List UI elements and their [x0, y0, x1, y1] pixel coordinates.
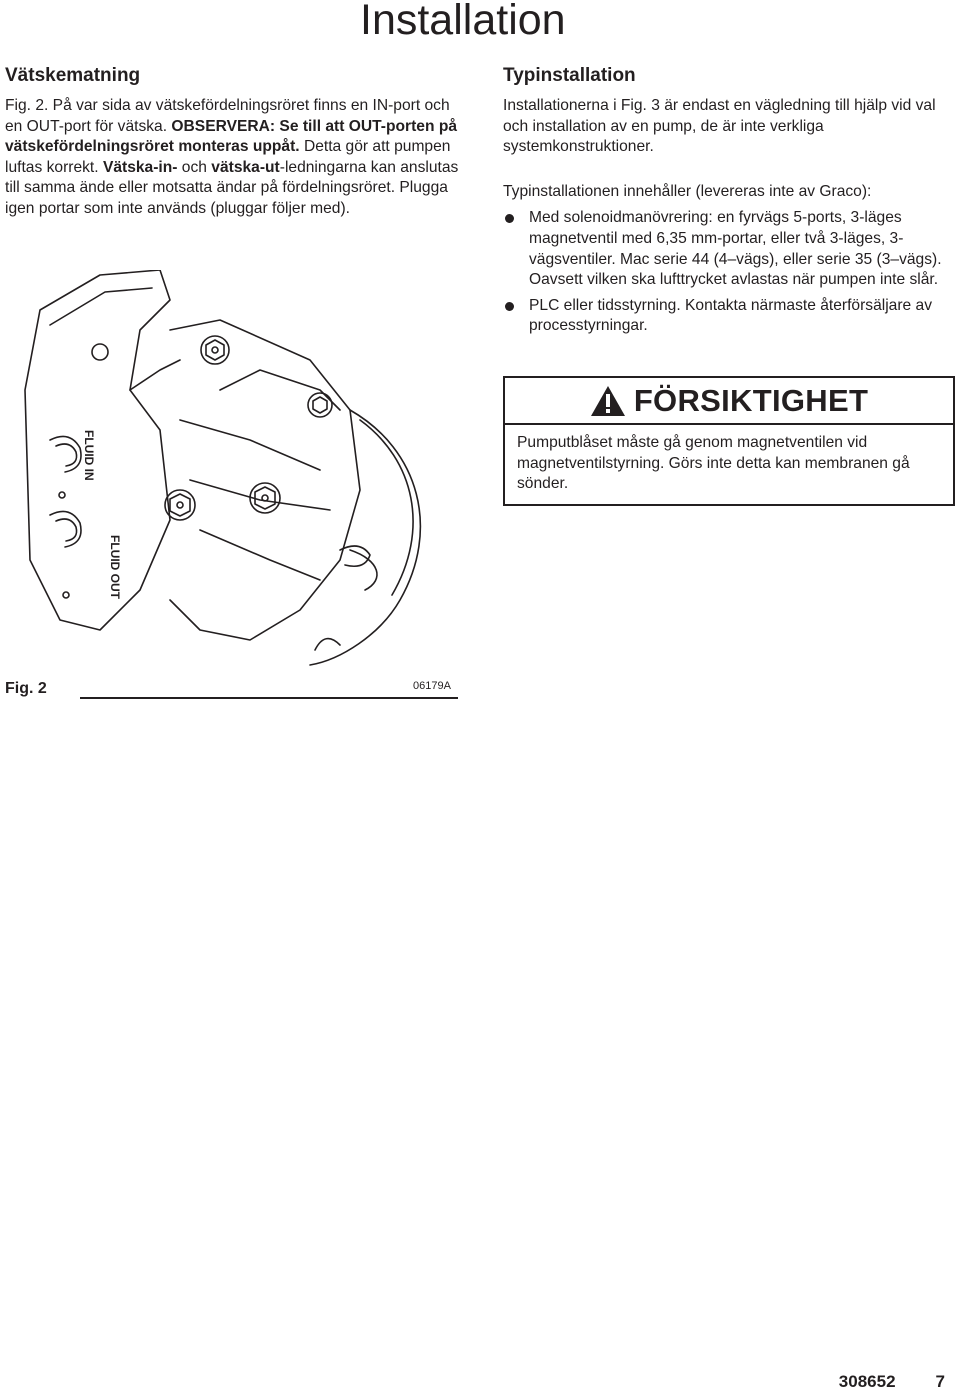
page-footer	[799, 1372, 945, 1392]
right-column	[503, 63, 945, 342]
text-run: -ledningarna kan anslutas till samma ände eller motsatta ändar på fördelningsröret. Plugga igen portar som inte används (pluggar följer med).	[5, 158, 459, 217]
list-item-text: PLC eller tidsstyrning. Kontakta närmaste återförsäljare av processtyrningar.	[529, 296, 933, 335]
bullet-icon	[505, 302, 514, 311]
page-number: 7	[935, 1372, 945, 1391]
list-item	[503, 296, 945, 337]
bolt-icon	[201, 336, 229, 364]
caution-title: FÖRSIKTIGHET	[633, 382, 869, 418]
warning-triangle-icon	[590, 385, 626, 417]
fluid-out-term: vätska-ut	[211, 158, 280, 176]
note-text: OBSERVERA: Se till att OUT-porten på vätskefördelningsröret monteras uppåt.	[5, 117, 458, 156]
doc-number: 308652	[838, 1372, 896, 1391]
fluid-supply-paragraph	[5, 96, 460, 220]
port-in-label: FLUID IN	[82, 430, 96, 481]
caution-box	[503, 376, 955, 506]
bullet-list	[503, 208, 945, 337]
section-heading-fluid-supply: Vätskematning	[5, 65, 141, 86]
list-item-text: Med solenoidmanövrering: en fyrvägs 5-ports, 3-läges magnetventil med 6,35 mm-portar, eller två 3-läges, 3-vägsventiler. Mac serie 44 (4–vägs), eller serie 35 (3–vägs). Oavsett vilken ska lufttrycket avlastas när pumpen inte slår.	[529, 209, 942, 289]
text-run: Detta gör att pumpen luftas korrekt.	[5, 138, 451, 176]
text-run: Fig. 2. På var sida av vätskefördelningsröret finns en IN-port och en OUT-port för vätska.	[5, 97, 450, 135]
port-out-label: FLUID OUT	[108, 535, 122, 599]
includes-paragraph: Typinstallationen innehåller (levereras inte av Graco):	[503, 182, 872, 200]
figure-rule	[80, 697, 458, 699]
fluid-in-term: Vätska-in-	[102, 158, 178, 176]
section-heading-typical-installation: Typinstallation	[503, 65, 636, 86]
caution-header	[505, 378, 953, 425]
figure-label: Fig. 2	[5, 680, 47, 697]
left-column	[5, 63, 460, 220]
bullet-icon	[505, 214, 514, 223]
text-run: och	[177, 158, 212, 176]
page-title: Installation	[360, 0, 566, 44]
list-item	[503, 208, 945, 290]
caution-body	[505, 425, 953, 503]
caution-text: Pumputblåset måste gå genom magnetventilen vid magnetventilstyrning. Görs inte detta kan membranen gå sönder.	[517, 434, 910, 493]
typical-installation-paragraph: Installationerna i Fig. 3 är endast en vägledning till hjälp vid val och installation av en pump, de är inte verkliga systemkonstruktioner.	[503, 97, 936, 156]
figure-code: 06179A	[413, 680, 451, 692]
